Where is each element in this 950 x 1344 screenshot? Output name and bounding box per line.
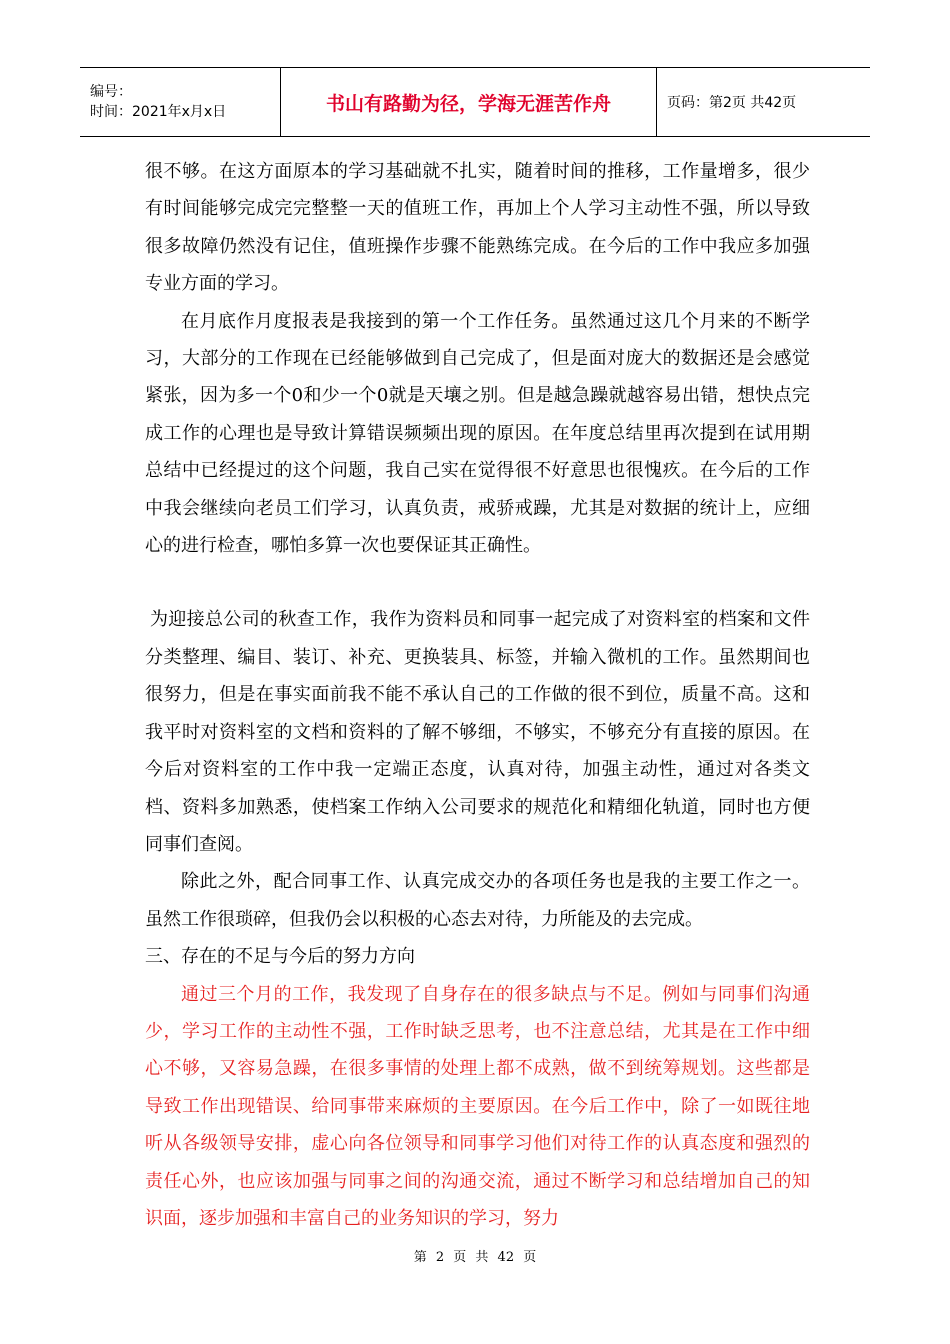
page-header [80,67,870,137]
document-body [145,153,810,1237]
page-footer: 第 2 页 共 42 页 [413,1250,537,1265]
document-number-label: 编号： [90,84,132,100]
header-page-info: 页码：第2页 共42页 [667,95,797,111]
document-date: 时间：2021年x月x日 [90,104,227,120]
paragraph-archive-work: 为迎接总公司的秋查工作，我作为资料员和同事一起完成了对资料室的档案和文件分类整理、编目、装订、补充、更换装具、标签，并输入微机的工作。虽然期间也很努力，但是在事实面前我不能不承认自己的工作做的很不到位，质量不高。这和我平时对资料室的文档和资料的了解不够细，不够实，不够充分有直接的原因。在今后对资料室的工作中我一定端正态度，认真对待，加强主动性，通过对各类文档、资料多加熟悉，使档案工作纳入公司要求的规范化和精细化轨道，同时也方便同事们查阅。 [145,609,810,855]
header-page-cell [657,68,871,137]
header-meta-cell [80,68,281,137]
header-motto: 书山有路勤为径，学海无涯苦作舟 [325,92,611,115]
header-motto-cell [281,68,657,137]
paragraph-monthly-report: 在月底作月度报表是我接到的第一个工作任务。虽然通过这几个月来的不断学习，大部分的工作现在已经能够做到自己完成了，但是面对庞大的数据还是会感觉紧张，因为多一个0和少一个0就是天壤之别。但是越急躁就越容易出错，想快点完成工作的心理也是导致计算错误频频出现的原因。在年度总结里再次提到在试用期总结中已经提过的这个问题，我自己实在觉得很不好意思也很愧疚。在今后的工作中我会继续向老员工们学习，认真负责，戒骄戒躁，尤其是对数据的统计上，应细心的进行检查，哪怕多算一次也要保证其正确性。 [145,310,810,557]
paragraph-continued: 很不够。在这方面原本的学习基础就不扎实，随着时间的推移，工作量增多，很少有时间能够完成完完整整一天的值班工作，再加上个人学习主动性不强，所以导致很多故障仍然没有记住，值班操作步骤不能熟练完成。在今后的工作中我应多加强专业方面的学习。 [145,161,810,295]
paragraph-other-tasks: 除此之外，配合同事工作、认真完成交办的各项任务也是我的主要工作之一。虽然工作很琐碎，但我仍会以积极的心态去对待，力所能及的去完成。 [145,871,810,930]
paragraph-shortcomings: 通过三个月的工作，我发现了自身存在的很多缺点与不足。例如与同事们沟通少，学习工作的主动性不强，工作时缺乏思考，也不注意总结，尤其是在工作中细心不够，又容易急躁，在很多事情的处理上都不成熟，做不到统筹规划。这些都是导致工作出现错误、给同事带来麻烦的主要原因。在今后工作中，除了一如既往地听从各级领导安排，虚心向各位领导和同事学习他们对待工作的认真态度和强烈的责任心外，也应该加强与同事之间的沟通交流，通过不断学习和总结增加自己的知识面，逐步加强和丰富自己的业务知识的学习，努力 [145,983,810,1229]
section-heading: 三、存在的不足与今后的努力方向 [145,946,415,968]
paragraph-spacer [145,564,810,601]
